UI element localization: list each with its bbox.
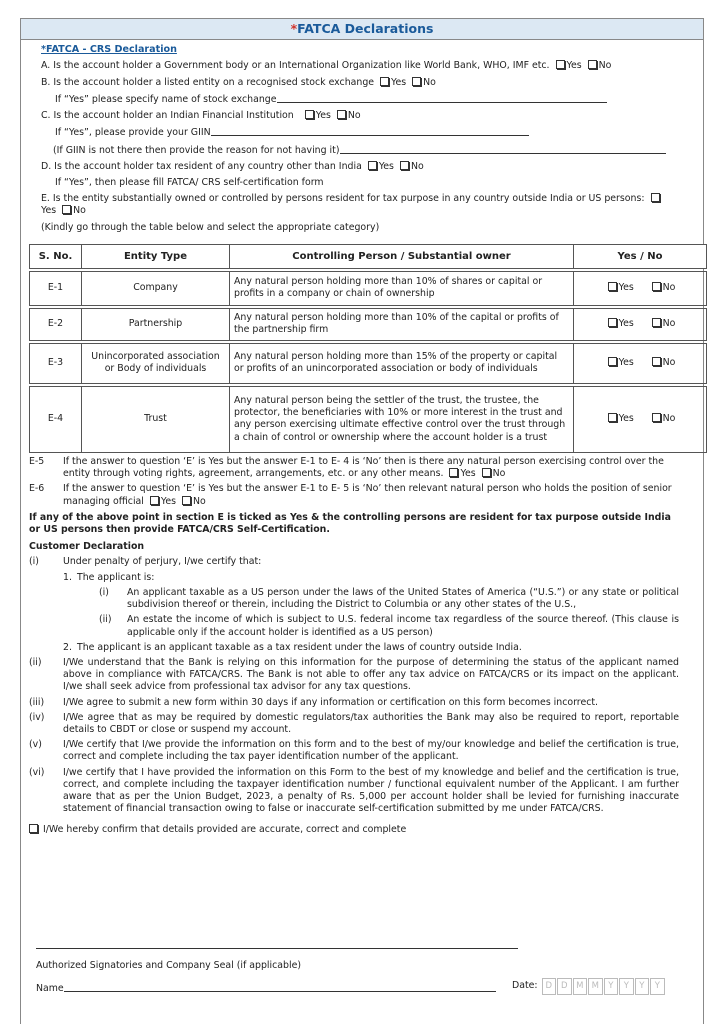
- confirmation: [29, 824, 703, 836]
- row-sno: E-1: [30, 271, 82, 305]
- no-label: No: [73, 205, 86, 217]
- no-label: No: [193, 495, 206, 507]
- date-box-year[interactable]: Y: [650, 978, 665, 995]
- form-header: [20, 18, 704, 40]
- customer-declaration-title: Customer Declaration: [29, 541, 145, 553]
- declaration-number: (i): [29, 556, 39, 568]
- checkbox-e2-no[interactable]: [652, 318, 661, 327]
- question-c-if: [41, 126, 703, 139]
- date-box-year[interactable]: Y: [604, 978, 619, 995]
- declaration-subsubitem: [99, 587, 703, 611]
- yes-label: Yes: [618, 357, 634, 369]
- declaration-text: I/we certify that I have provided the information on this Form to the best of my knowledge and belief and the certification is true, correct, and complete including the taxpayer identification number / functional equivalent number of the Applicant. I am further aware that as per the Union Budget, 2023, a penalty of Rs. 5,000 per account holder shall be levied for furnishing inaccurate statement of financial transaction owing to false or inaccurate self-certification submitted by me under FATCA/CRS.: [63, 766, 679, 815]
- yes-label: Yes: [378, 160, 394, 172]
- giin-reason-field[interactable]: [340, 144, 666, 154]
- checkbox-e4-no[interactable]: [652, 413, 661, 422]
- yes-label: Yes: [566, 60, 582, 72]
- row-sno: E-3: [30, 343, 82, 383]
- row-description: Any natural person holding more than 10% of the capital or profits of the partnership firm: [230, 308, 574, 340]
- checkbox-b-no[interactable]: [412, 77, 421, 86]
- date-label: Date:: [512, 980, 538, 992]
- col-entity-type: Entity Type: [82, 244, 230, 268]
- row-entity-type: Company: [82, 271, 230, 305]
- question-e: [41, 193, 703, 217]
- no-label: No: [598, 60, 612, 72]
- question-c-reason-text: (If GIIN is not there then provide the reason for not having it): [53, 144, 340, 156]
- declaration-item: [29, 657, 703, 694]
- no-label: No: [410, 160, 424, 172]
- declaration-subitem: [63, 572, 703, 584]
- yes-label: Yes: [460, 468, 476, 480]
- declaration-number: (iii): [29, 696, 45, 708]
- confirmation-text: I/We hereby confirm that details provided are accurate, correct and complete: [42, 823, 407, 835]
- checkbox-e6-no[interactable]: [182, 496, 191, 505]
- row-entity-type: Trust: [82, 386, 230, 452]
- question-b-text: B. Is the account holder a listed entity on a recognised stock exchange: [41, 76, 375, 88]
- e6-text: If the answer to question ‘E’ is Yes but the answer E-1 to E- 5 is ‘No’ then relevant natural person who holds the position of senior managing official: [63, 483, 672, 507]
- declaration-number: (ii): [29, 656, 42, 668]
- declaration-subsubitem: [99, 614, 703, 638]
- question-d: [41, 161, 703, 173]
- question-b-if-text: If “Yes” please specify name of stock exchange: [55, 93, 277, 105]
- question-b-if: [41, 93, 703, 106]
- checkbox-e-no[interactable]: [62, 205, 71, 214]
- question-d-text: D. Is the account holder tax resident of any country other than India: [41, 160, 362, 172]
- signature-label: Authorized Signatories and Company Seal (if applicable): [36, 960, 302, 971]
- declaration-subitem: [63, 642, 703, 654]
- date-box-day[interactable]: D: [542, 978, 557, 995]
- declaration-item: [29, 739, 703, 763]
- row-yes-no: [574, 386, 707, 452]
- question-c-if-text: If “Yes”, please provide your GIIN: [55, 127, 211, 139]
- checkbox-b-yes[interactable]: [380, 77, 389, 86]
- no-label: No: [492, 468, 506, 480]
- checkbox-e3-no[interactable]: [652, 357, 661, 366]
- e5-label: E-5: [29, 455, 45, 467]
- row-yes-no: [574, 343, 707, 383]
- declaration-text: The applicant is an applicant taxable as a tax resident under the laws of country outside India.: [77, 641, 522, 653]
- table-row: [30, 386, 707, 452]
- stock-exchange-field[interactable]: [277, 93, 607, 103]
- declaration-text: An applicant taxable as a US person under the laws of the United States of America (“U.S.”) or any state or political subdivision thereof or therein, including the District to Columbia or any other states of the U.S.,: [127, 586, 679, 611]
- entity-table: [29, 244, 707, 453]
- question-a: [41, 60, 703, 72]
- row-description: Any natural person being the settler of the trust, the trustee, the protector, the beneficiaries with 10% or more interest in the trust and any person exercising ultimate effective control over the trust through a chain of control or ownership where the account holder is a trust: [230, 386, 574, 452]
- declaration-item: [29, 712, 703, 736]
- no-label: No: [423, 76, 436, 88]
- no-label: No: [662, 282, 676, 294]
- checkbox-e-yes[interactable]: [651, 193, 660, 202]
- giin-field[interactable]: [211, 126, 529, 136]
- checkbox-e6-yes[interactable]: [150, 496, 159, 505]
- table-header-row: [30, 244, 707, 268]
- col-sno: S. No.: [30, 244, 82, 268]
- name-label: Name: [36, 983, 64, 994]
- checkbox-e1-yes[interactable]: [608, 282, 617, 291]
- checkbox-e5-yes[interactable]: [449, 468, 458, 477]
- question-c-text: C. Is the account holder an Indian Financial Institution: [41, 110, 294, 122]
- declaration-number: (i): [99, 586, 109, 598]
- e6-label: E-6: [29, 483, 45, 495]
- checkbox-c-no[interactable]: [337, 110, 346, 119]
- question-c-reason: [41, 144, 703, 157]
- declaration-text: I/We agree that as may be required by domestic regulators/tax authorities the Bank may also be required to report, reportable details to CBDT or close or suspend my account.: [63, 711, 679, 736]
- question-b: [41, 77, 703, 89]
- form-body: [20, 40, 704, 1024]
- checkbox-a-yes[interactable]: [556, 60, 565, 69]
- declaration-text: I/We certify that I/we provide the information on this form and to the best of my/our knowledge and belief the certification is true, correct and complete including the tax payer identification number of the applicant.: [63, 739, 679, 763]
- e5-text: If the answer to question ‘E’ is Yes but the answer E-1 to E- 4 is ‘No’ then is there any natural person exercising control over the entity through voting rights, agreement, arrangements, etc. or any other means.: [63, 455, 664, 480]
- row-yes-no: [574, 308, 707, 340]
- date-box-year[interactable]: Y: [619, 978, 634, 995]
- col-yes-no: Yes / No: [574, 244, 707, 268]
- no-label: No: [662, 357, 676, 369]
- declaration-item: [29, 556, 703, 568]
- question-d-if: [41, 177, 703, 189]
- no-label: No: [662, 413, 676, 425]
- checkbox-d-no[interactable]: [400, 161, 409, 170]
- table-row: [30, 271, 707, 305]
- signature-line[interactable]: [36, 948, 518, 949]
- declaration-item: [29, 697, 703, 709]
- row-sno: E-4: [30, 386, 82, 452]
- name-row: [36, 982, 496, 995]
- no-label: No: [347, 110, 361, 122]
- col-controlling-person: Controlling Person / Substantial owner: [230, 244, 574, 268]
- name-field[interactable]: [64, 982, 496, 992]
- checkbox-e4-yes[interactable]: [608, 413, 617, 422]
- declaration-number: (iv): [29, 711, 45, 723]
- declaration-text: I/We understand that the Bank is relying on this information for the purpose of determining the status of the applicant named above in compliance with FATCA/CRS. The Bank is not able to offer any tax advice on FATCA/CRS or its impact on the applicant. I/we shall seek advice from professional tax advisor for any tax questions.: [63, 656, 679, 693]
- date-box-year[interactable]: Y: [635, 978, 650, 995]
- row-description: Any natural person holding more than 15% of the property or capital or profits of an unincorporated association or body of individuals: [230, 343, 574, 383]
- date-box-day[interactable]: D: [557, 978, 572, 995]
- checkbox-confirm[interactable]: [29, 824, 38, 833]
- declaration-number: 1.: [63, 571, 72, 583]
- checkbox-d-yes[interactable]: [368, 161, 377, 170]
- table-row: [30, 343, 707, 383]
- form-title: FATCA Declarations: [297, 21, 434, 36]
- declaration-number: (ii): [99, 614, 112, 626]
- date-box-month[interactable]: M: [588, 978, 603, 995]
- declaration-number: (v): [29, 739, 42, 751]
- yes-label: Yes: [618, 413, 634, 425]
- required-star: *: [290, 21, 298, 36]
- section-title: *FATCA - CRS Declaration: [41, 44, 177, 55]
- row-sno: E-2: [30, 308, 82, 340]
- declaration-text: An estate the income of which is subject to U.S. federal income tax regardless of the source thereof. (This clause is applicable only if the account holder is identified as a US person): [127, 614, 679, 638]
- date-row: [512, 978, 665, 995]
- yes-label: Yes: [618, 282, 634, 294]
- no-label: No: [662, 318, 676, 330]
- checkbox-c-yes[interactable]: [305, 110, 314, 119]
- table-note: (Kindly go through the table below and select the appropriate category): [41, 221, 380, 233]
- row-entity-type: Unincorporated association or Body of individuals: [82, 343, 230, 383]
- question-e6: [29, 483, 703, 507]
- yes-label: Yes: [391, 76, 407, 88]
- checkbox-e3-yes[interactable]: [608, 357, 617, 366]
- question-e-text: E. Is the entity substantially owned or controlled by persons resident for tax purpose in any country outside India or US persons:: [41, 193, 645, 205]
- declaration-item: [29, 767, 703, 816]
- table-row: [30, 308, 707, 340]
- row-description: Any natural person holding more than 10% of shares or capital or profits in a company or chain of ownership: [230, 271, 574, 305]
- declaration-number: 2.: [63, 641, 72, 653]
- checkbox-e2-yes[interactable]: [608, 318, 617, 327]
- checkbox-e1-no[interactable]: [652, 282, 661, 291]
- yes-label: Yes: [41, 205, 57, 217]
- question-a-text: A. Is the account holder a Government body or an International Organization like World Bank, WHO, IMF etc.: [41, 60, 550, 72]
- checkbox-a-no[interactable]: [588, 60, 597, 69]
- declaration-number: (vi): [29, 766, 45, 778]
- yes-label: Yes: [315, 110, 331, 122]
- date-box-month[interactable]: M: [573, 978, 588, 995]
- declaration-text: Under penalty of perjury, I/we certify that:: [63, 556, 262, 568]
- row-entity-type: Partnership: [82, 308, 230, 340]
- yes-label: Yes: [618, 318, 634, 330]
- question-c: [41, 110, 703, 122]
- row-yes-no: [574, 271, 707, 305]
- declaration-text: The applicant is:: [77, 571, 155, 583]
- checkbox-e5-no[interactable]: [482, 468, 491, 477]
- yes-label: Yes: [160, 495, 177, 507]
- self-certification-note: If any of the above point in section E is ticked as Yes & the controlling persons are resident for tax purpose outside India or US persons then provide FATCA/CRS Self-Certification.: [29, 511, 671, 535]
- declaration-text: I/We agree to submit a new form within 30 days if any information or certification on this form becomes incorrect.: [63, 696, 599, 708]
- question-e5: [29, 456, 703, 480]
- question-d-if-text: If “Yes”, then please fill FATCA/ CRS self-certification form: [55, 177, 324, 188]
